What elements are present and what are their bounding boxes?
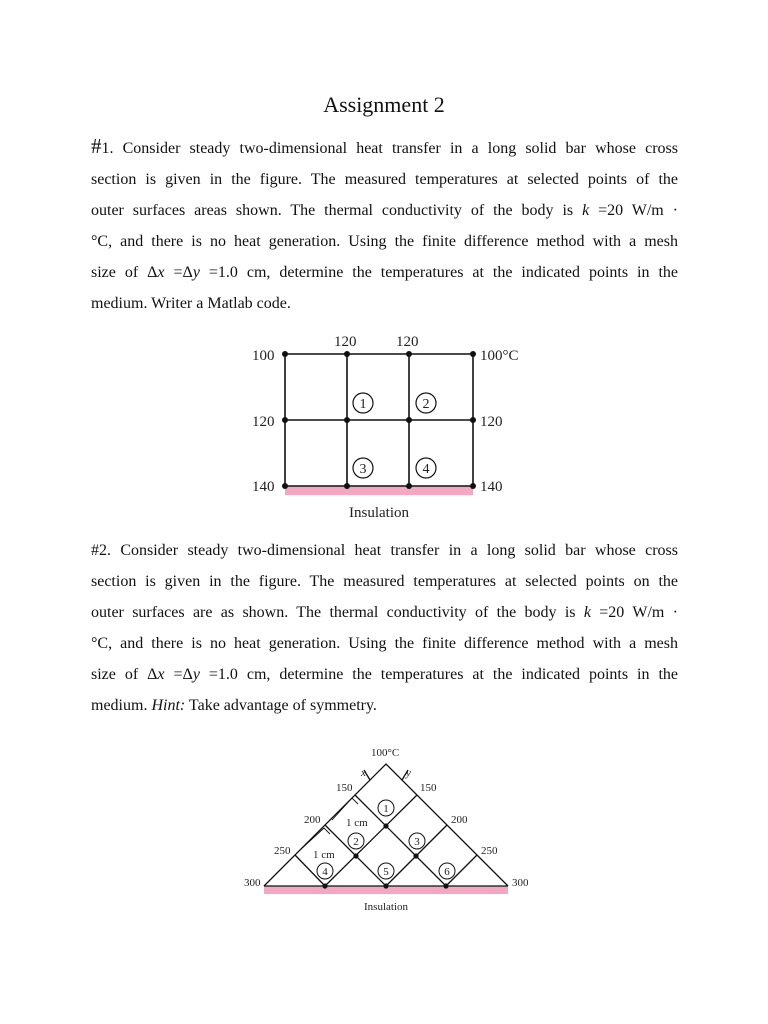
node-label: 3 — [414, 836, 420, 848]
right-temp-label: 140 — [480, 479, 503, 495]
node-label: 6 — [444, 866, 450, 878]
node-label: 1 — [359, 397, 367, 412]
insulation-label: Insulation — [364, 901, 408, 913]
node-label: 4 — [322, 866, 328, 878]
spacing-label: 1 cm — [346, 817, 368, 829]
problem-2-line: size of Δx =Δy =1.0 cm, determine the temperatures at the indicated points in the — [91, 666, 679, 683]
right-temp-label: 300 — [512, 877, 529, 889]
node-label: 5 — [383, 866, 389, 878]
problem-2-line: medium. Hint: Take advantage of symmetry. — [91, 697, 377, 714]
hint-label: Hint: — [151, 697, 186, 714]
left-temp-label: 300 — [244, 877, 261, 889]
left-temp-label: 100 — [252, 348, 275, 364]
x-axis-label: x — [361, 767, 366, 779]
problem-1-line: °C, and there is no heat generation. Using the finite difference method with a mesh — [91, 233, 678, 250]
left-temp-label: 250 — [274, 845, 291, 857]
problem-2-line: outer surfaces are as shown. The thermal conductivity of the body is k =20 W/m · — [91, 604, 678, 621]
insulation-label: Insulation — [349, 505, 409, 521]
apex-temp-label: 100°C — [371, 747, 400, 759]
y-axis-label: y — [406, 767, 411, 779]
figure-2-triangle — [240, 740, 540, 920]
node-label: 3 — [359, 462, 367, 477]
problem-1-line: #1. Consider steady two-dimensional heat transfer in a long solid bar whose cross — [91, 134, 678, 158]
top-temp-label: 120 — [334, 334, 357, 350]
problem-1-line: outer surfaces areas shown. The thermal conductivity of the body is k =20 W/m · — [91, 202, 678, 219]
problem-1-line: medium. Writer a Matlab code. — [91, 295, 291, 312]
node-label: 2 — [422, 397, 430, 412]
right-temp-label: 100°C — [480, 348, 519, 364]
top-temp-label: 120 — [396, 334, 419, 350]
left-temp-label: 120 — [252, 414, 275, 430]
insulation-strip — [285, 486, 473, 495]
problem-2-line: °C, and there is no heat generation. Using the finite difference method with a mesh — [91, 635, 678, 652]
node-label: 2 — [353, 836, 359, 848]
problem-1-text — [91, 131, 678, 319]
problem-2-text — [91, 535, 678, 721]
figure-1-grid — [240, 330, 530, 525]
problem-2-line: section is given in the figure. The measured temperatures at selected points on the — [91, 573, 678, 590]
left-temp-label: 140 — [252, 479, 275, 495]
left-temp-label: 150 — [336, 782, 353, 794]
right-temp-label: 200 — [451, 814, 468, 826]
left-temp-label: 200 — [304, 814, 321, 826]
page-title: Assignment 2 — [323, 92, 445, 117]
spacing-label: 1 cm — [313, 849, 335, 861]
right-temp-label: 150 — [420, 782, 437, 794]
right-temp-label: 120 — [480, 414, 503, 430]
problem-1-line: size of Δx =Δy =1.0 cm, determine the temperatures at the indicated points in the — [91, 264, 679, 281]
right-temp-label: 250 — [481, 845, 498, 857]
node-label: 4 — [422, 462, 430, 477]
node-label: 1 — [383, 803, 389, 815]
problem-1-line: section is given in the figure. The measured temperatures at selected points of the — [91, 171, 678, 188]
problem-2-line: #2. Consider steady two-dimensional heat transfer in a long solid bar whose cross — [91, 542, 678, 559]
